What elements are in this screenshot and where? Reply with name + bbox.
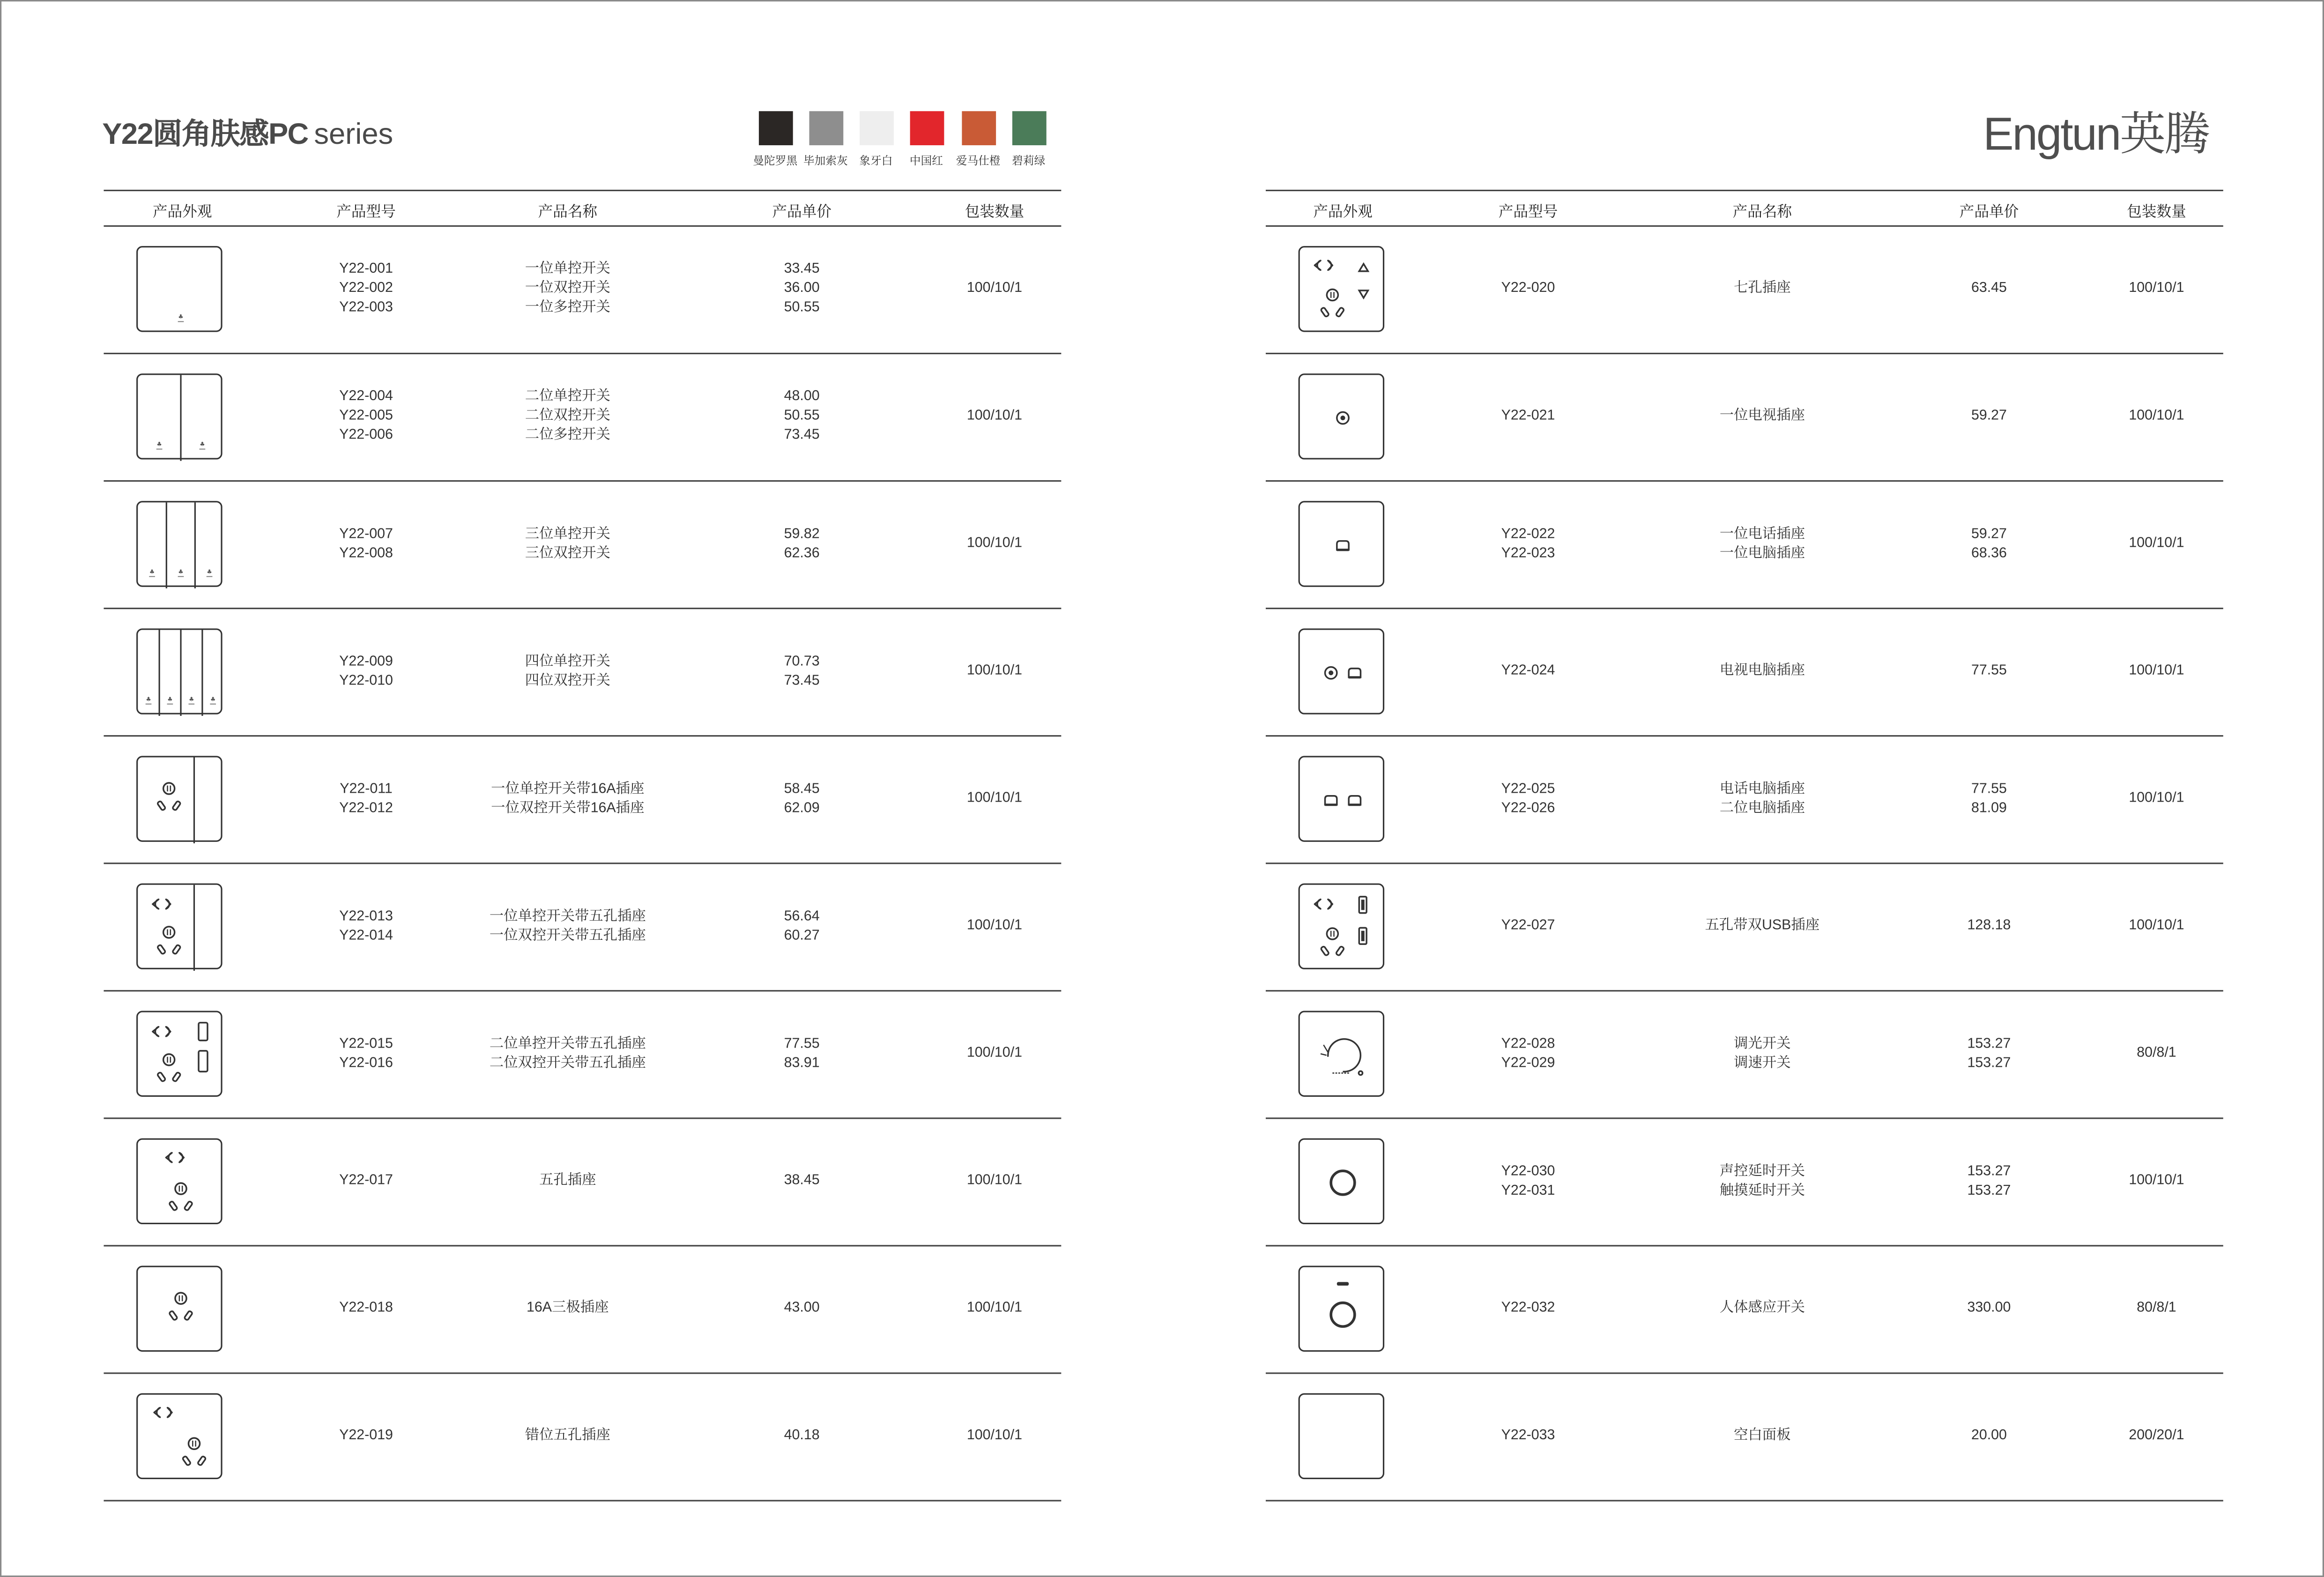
one-gang-switch-icon [136, 246, 223, 332]
product-name: 一位单控开关带五孔插座 一位双控开关带五孔插座 [489, 908, 646, 944]
packing-quantity: 100/10/1 [966, 790, 1023, 807]
product-price: 20.00 [1971, 1427, 2007, 1444]
swatch-color-chip [859, 111, 893, 145]
table-row [104, 1374, 1061, 1502]
product-name: 人体感应开关 [1719, 1300, 1805, 1317]
svg-text:♣: ♣ [207, 568, 212, 575]
product-name: 电视电脑插座 [1719, 662, 1805, 679]
product-model: Y22-007 Y22-008 [339, 526, 393, 561]
product-name: 七孔插座 [1734, 280, 1791, 297]
product-model: Y22-015 Y22-016 [339, 1035, 393, 1071]
swatch-color-chip [961, 111, 995, 145]
product-model: Y22-019 [339, 1427, 393, 1444]
product-model: Y22-011 Y22-012 [339, 781, 393, 816]
title-series: series [314, 119, 394, 151]
packing-quantity: 100/10/1 [966, 1300, 1023, 1317]
product-price: 77.55 [1971, 662, 2007, 679]
five-hole-socket-icon [136, 1138, 223, 1224]
swatch-color-name: 中国红 [909, 154, 943, 168]
packing-quantity: 100/10/1 [2129, 535, 2184, 552]
switch-with-16a-socket-icon [136, 756, 223, 841]
product-name: 调光开关 调速开关 [1734, 1035, 1791, 1071]
product-name: 空白面板 [1734, 1427, 1791, 1444]
three-gang-switch-icon [136, 501, 223, 587]
product-model: Y22-028 Y22-029 [1501, 1035, 1555, 1071]
table-row [104, 482, 1061, 609]
product-name: 16A三极插座 [527, 1300, 609, 1317]
product-price: 153.27 153.27 [1967, 1035, 2011, 1071]
swatch-color-name: 爱马仕橙 [956, 154, 1001, 168]
swatch-color-name: 毕加索灰 [803, 154, 848, 168]
svg-text:♣: ♣ [210, 695, 216, 703]
motion-sensor-switch-icon [1299, 1266, 1385, 1352]
product-price: 48.00 50.55 73.45 [784, 388, 820, 443]
table-row [1266, 609, 2223, 736]
packing-quantity: 100/10/1 [2129, 790, 2184, 807]
product-model: Y22-013 Y22-014 [339, 908, 393, 944]
phone-computer-socket-icon [1299, 756, 1385, 841]
col-price: 产品单价 [772, 204, 832, 221]
packing-quantity: 100/10/1 [966, 280, 1023, 297]
product-model: Y22-024 [1501, 662, 1555, 679]
16a-three-pin-socket-icon [136, 1266, 223, 1352]
switch-with-five-hole-socket-icon [136, 883, 223, 969]
col-price: 产品单价 [1959, 204, 2019, 221]
swatch-color-chip [809, 111, 843, 145]
product-price: 77.55 81.09 [1971, 781, 2007, 816]
product-model: Y22-018 [339, 1300, 393, 1317]
product-price: 59.82 62.36 [784, 526, 820, 561]
blank-panel-icon [1299, 1393, 1385, 1479]
svg-text:♣: ♣ [149, 568, 155, 575]
product-price: 40.18 [784, 1427, 820, 1444]
product-model: Y22-027 [1501, 917, 1555, 934]
col-packing: 包装数量 [2127, 204, 2186, 221]
product-name: 一位电视插座 [1719, 408, 1805, 424]
packing-quantity: 100/10/1 [2129, 917, 2184, 934]
product-model: Y22-001 Y22-002 Y22-003 [339, 261, 393, 316]
product-model: Y22-017 [339, 1172, 393, 1189]
col-appearance: 产品外观 [1313, 204, 1373, 221]
color-swatch-6 [999, 111, 1058, 169]
packing-quantity: 80/8/1 [2137, 1045, 2176, 1062]
product-model: Y22-030 Y22-031 [1501, 1163, 1555, 1198]
table-row [1266, 354, 2223, 482]
packing-quantity: 100/10/1 [966, 1427, 1023, 1444]
product-name: 五孔插座 [539, 1172, 596, 1189]
swatch-color-chip [909, 111, 943, 145]
table-row [104, 354, 1061, 482]
two-switch-with-five-hole-socket-icon [136, 1011, 223, 1097]
col-model: 产品型号 [1498, 204, 1558, 221]
product-name: 五孔带双USB插座 [1705, 917, 1820, 934]
packing-quantity: 200/20/1 [2129, 1427, 2184, 1444]
table-header [104, 190, 1061, 227]
swatch-color-chip [758, 111, 792, 145]
product-price: 153.27 153.27 [1967, 1163, 2011, 1198]
table-row [104, 227, 1061, 354]
product-price: 77.55 83.91 [784, 1035, 820, 1071]
table-row [1266, 864, 2223, 991]
table-row [104, 991, 1061, 1119]
product-name: 一位单控开关 一位双控开关 一位多控开关 [525, 261, 610, 316]
page-title [102, 110, 393, 153]
swatch-color-name: 象牙白 [859, 154, 893, 168]
table-row [104, 864, 1061, 991]
packing-quantity: 100/10/1 [2129, 408, 2184, 424]
dimmer-knob-icon [1299, 1011, 1385, 1097]
product-model: Y22-025 Y22-026 [1501, 781, 1555, 816]
product-price: 59.27 68.36 [1971, 526, 2007, 561]
tv-socket-icon [1299, 373, 1385, 459]
table-row [104, 609, 1061, 736]
table-row [104, 1247, 1061, 1374]
packing-quantity: 100/10/1 [966, 917, 1023, 934]
col-model: 产品型号 [336, 204, 396, 221]
svg-text:♣: ♣ [156, 440, 162, 448]
svg-text:♣: ♣ [178, 568, 184, 575]
table-body [1266, 227, 2223, 1502]
product-name: 一位电话插座 一位电脑插座 [1719, 526, 1805, 561]
table-row [1266, 1247, 2223, 1374]
packing-quantity: 100/10/1 [966, 662, 1023, 679]
seven-hole-socket-icon [1299, 246, 1385, 332]
table-row [104, 736, 1061, 864]
packing-quantity: 100/10/1 [966, 408, 1023, 424]
brand-logo: Engtun英腾 [1983, 108, 2209, 160]
table-header [1266, 190, 2223, 227]
swatch-color-name: 碧莉绿 [1012, 154, 1046, 168]
col-appearance: 产品外观 [152, 204, 212, 221]
svg-text:♣: ♣ [167, 695, 173, 703]
packing-quantity: 100/10/1 [966, 1045, 1023, 1062]
product-price: 70.73 73.45 [784, 653, 820, 689]
table-row [1266, 227, 2223, 354]
two-gang-switch-icon [136, 373, 223, 459]
product-model: Y22-009 Y22-010 [339, 653, 393, 689]
product-price: 43.00 [784, 1300, 820, 1317]
product-name: 声控延时开关 触摸延时开关 [1719, 1163, 1805, 1198]
product-name: 错位五孔插座 [525, 1427, 610, 1444]
packing-quantity: 80/8/1 [2137, 1300, 2176, 1317]
table-row [1266, 991, 2223, 1119]
swatch-color-chip [1011, 111, 1046, 145]
delay-switch-icon [1299, 1138, 1385, 1224]
table-row [1266, 1119, 2223, 1246]
packing-quantity: 100/10/1 [2129, 662, 2184, 679]
product-price: 63.45 [1971, 280, 2007, 297]
tv-computer-socket-icon [1299, 628, 1385, 714]
col-name: 产品名称 [1732, 204, 1792, 221]
product-price: 58.45 62.09 [784, 781, 820, 816]
col-packing: 包装数量 [965, 204, 1025, 221]
product-name: 三位单控开关 三位双控开关 [525, 526, 610, 561]
product-name: 电话电脑插座 二位电脑插座 [1719, 781, 1805, 816]
title-main: Y22圆角肤感PC [102, 119, 308, 151]
product-table-right [1266, 190, 2223, 1502]
svg-text:♣: ♣ [200, 440, 205, 448]
product-price: 59.27 [1971, 408, 2007, 424]
table-row [1266, 1374, 2223, 1502]
product-price: 128.18 [1967, 917, 2011, 934]
swatch-color-name: 曼陀罗黑 [753, 154, 798, 168]
col-name: 产品名称 [538, 204, 598, 221]
svg-text:♣: ♣ [146, 695, 151, 703]
five-hole-dual-usb-socket-icon [1299, 883, 1385, 969]
product-model: Y22-021 [1501, 408, 1555, 424]
four-gang-switch-icon [136, 628, 223, 714]
table-row [104, 1119, 1061, 1246]
color-swatch-4 [897, 111, 956, 169]
svg-text:♣: ♣ [189, 695, 194, 703]
product-table-left [104, 190, 1061, 1502]
packing-quantity: 100/10/1 [2129, 280, 2184, 297]
product-price: 56.64 60.27 [784, 908, 820, 944]
product-model: Y22-020 [1501, 280, 1555, 297]
product-price: 38.45 [784, 1172, 820, 1189]
product-price: 33.45 36.00 50.55 [784, 261, 820, 316]
product-model: Y22-022 Y22-023 [1501, 526, 1555, 561]
table-body [104, 227, 1061, 1502]
product-model: Y22-032 [1501, 1300, 1555, 1317]
svg-text:♣: ♣ [178, 313, 184, 320]
offset-five-hole-socket-icon [136, 1393, 223, 1479]
packing-quantity: 100/10/1 [966, 1172, 1023, 1189]
product-price: 330.00 [1967, 1300, 2011, 1317]
product-model: Y22-004 Y22-005 Y22-006 [339, 388, 393, 443]
table-row [1266, 736, 2223, 864]
table-row [1266, 482, 2223, 609]
product-name: 二位单控开关带五孔插座 二位双控开关带五孔插座 [489, 1035, 646, 1071]
packing-quantity: 100/10/1 [966, 535, 1023, 552]
phone-socket-icon [1299, 501, 1385, 587]
product-model: Y22-033 [1501, 1427, 1555, 1444]
product-name: 一位单控开关带16A插座 一位双控开关带16A插座 [491, 781, 645, 816]
product-name: 四位单控开关 四位双控开关 [525, 653, 610, 689]
product-name: 二位单控开关 二位双控开关 二位多控开关 [525, 388, 610, 443]
packing-quantity: 100/10/1 [2129, 1172, 2184, 1189]
